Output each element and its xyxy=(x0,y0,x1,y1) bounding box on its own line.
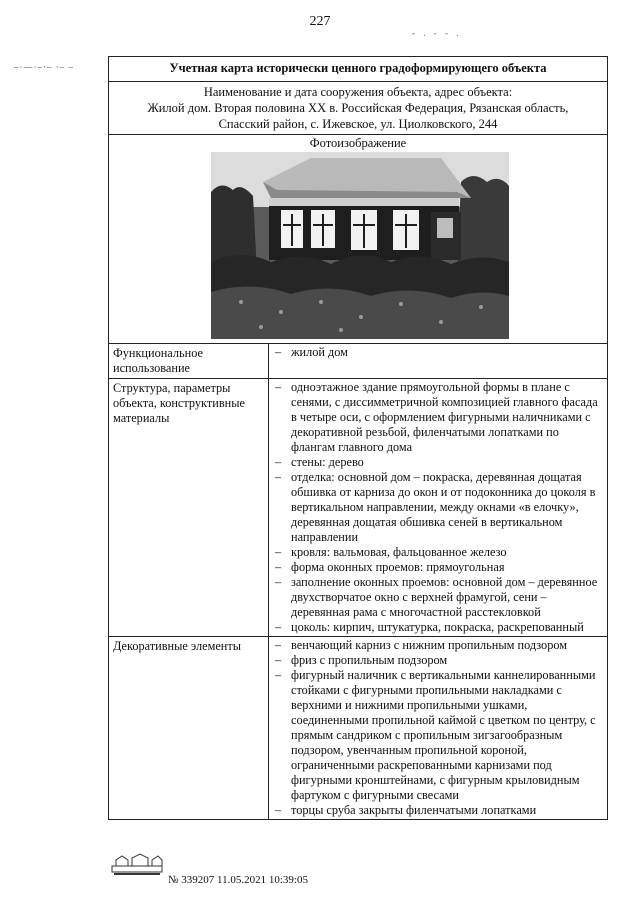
list-item: – стены: дерево xyxy=(273,455,605,470)
list-item: – заполнение оконных проемов: основной дом – деревянное двухстворчатое окно с верхней фрамугой, сени – деревянная рама с многочастной расстекловкой xyxy=(273,575,605,620)
list-item: – торцы сруба закрыты филенчатыми лопатками xyxy=(273,803,605,818)
photo-section xyxy=(109,135,607,344)
table-row xyxy=(109,344,607,379)
row-label: Декоративные элементы xyxy=(109,637,269,819)
page-number: 227 xyxy=(309,14,331,29)
list-item: – венчающий карниз с нижним пропильным подзором xyxy=(273,638,605,653)
list-item: – одноэтажное здание прямоугольной формы в плане с сенями, с диссимметричной композицией главного фасада в четыре оси, с оформлением фигурными наличниками с декоративной резьбой, филенчатыми лопатками по флангам главного дома xyxy=(273,380,605,455)
document-number: № 339207 11.05.2021 10:39:05 xyxy=(168,874,308,886)
row-label: Функциональное использование xyxy=(109,344,269,378)
list-item: – форма оконных проемов: прямоугольная xyxy=(273,560,605,575)
registration-card xyxy=(108,56,608,820)
info-line-2: Спасский район, с. Ижевское, ул. Циолковского, 244 xyxy=(218,117,498,131)
list-item: – отделка: основной дом – покраска, деревянная дощатая обшивка от карниза до окон и от подоконника до цоколя в вертикальном направлении, между окнами «в елочку», деревянная дощатая обшивка сеней в вертикальном направлении xyxy=(273,470,605,545)
list-item: – жилой дом xyxy=(273,345,605,360)
house-photo xyxy=(211,152,509,339)
info-line-1: Жилой дом. Вторая половина XX в. Российская Федерация, Рязанская область, xyxy=(147,101,569,115)
list-item: – фриз с пропильным подзором xyxy=(273,653,605,668)
list-item: – цоколь: кирпич, штукатурка, покраска, раскрепованный xyxy=(273,620,605,635)
card-title: Учетная карта исторически ценного градоформирующего объекта xyxy=(109,57,607,82)
list-item: – кровля: вальмовая, фальцованное железо xyxy=(273,545,605,560)
row-label: Структура, параметры объекта, конструктивные материалы xyxy=(109,379,269,636)
table-row xyxy=(109,637,607,819)
list-item: – фигурный наличник с вертикальными каннелированными стойками с фигурными пропильными накладками с верхними и нижними пропильными ушками, соединенными пропильной каймой с цветком по центру, с прямым сандриком с пропильным зигзагообразным подзором, увенчанным пропильной короной, ограниченными раскрепованными карнизами под фигурными кронштейнами, с фигурным крыловидным фартуком с фигурными свесами xyxy=(273,668,605,803)
scan-marks: - . - - . xyxy=(412,28,462,38)
stamp-logo xyxy=(110,852,164,876)
margin-marks: –·—·–·– ·– – xyxy=(14,62,74,72)
info-heading: Наименование и дата сооружения объекта, адрес объекта: xyxy=(203,85,513,99)
table-row xyxy=(109,379,607,637)
photo-label: Фотоизображение xyxy=(309,136,407,150)
object-info xyxy=(109,82,607,135)
